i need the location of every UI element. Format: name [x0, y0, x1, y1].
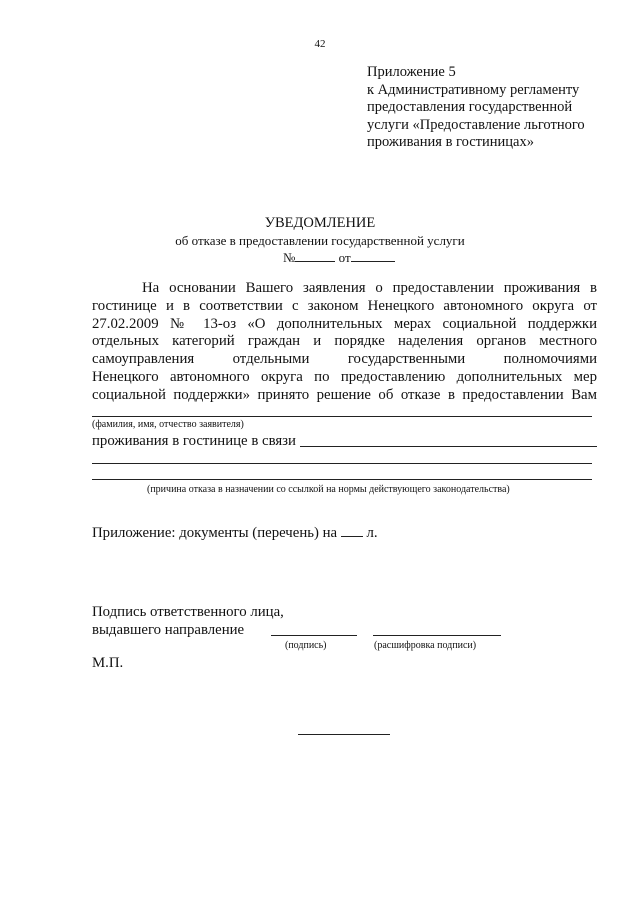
applicant-name-field[interactable] [92, 416, 592, 417]
number-prefix: № [283, 250, 296, 265]
appendix-line: проживания в гостиницах» [367, 134, 534, 151]
body-line: отдельных категорий граждан и порядке наделения органов местного [92, 333, 597, 350]
stay-reason-field-2[interactable] [92, 463, 592, 464]
signature-line-2: выдавшего направление [92, 622, 245, 638]
notice-body [92, 280, 597, 405]
applicant-caption: (фамилия, имя, отчество заявителя) [92, 419, 244, 430]
end-divider [298, 734, 390, 735]
signature-caption: (подпись) [285, 640, 327, 651]
stamp-placeholder: М.П. [92, 655, 124, 671]
date-prefix: от [338, 250, 351, 265]
appendix-line: Приложение 5 [367, 64, 456, 80]
page-number: 42 [314, 38, 326, 50]
body-line: социальной поддержки» принято решение об отказе в предоставлении Вам [92, 386, 597, 403]
appendix-line: предоставления государственной [367, 99, 573, 116]
signature-line-1: Подпись ответственного лица, [92, 604, 284, 620]
signature-field[interactable] [271, 635, 357, 636]
attachments-count-field[interactable] [341, 524, 363, 537]
appendix-block [367, 64, 585, 152]
stay-reason-label: проживания в гостинице в связи [92, 433, 296, 449]
body-line: 27.02.2009 № 13-оз «О дополнительных мерах социальной поддержки [92, 315, 597, 332]
number-field[interactable] [295, 250, 335, 262]
signature-decode-caption: (расшифровка подписи) [374, 640, 477, 651]
refusal-reason-field[interactable] [92, 479, 592, 480]
body-line: На основании Вашего заявления о предоставлении проживания в [142, 280, 597, 296]
attachments-line [92, 524, 378, 542]
attachments-label: Приложение: документы (перечень) на [92, 525, 338, 541]
notice-subtitle: об отказе в предоставлении государственной услуги [175, 233, 465, 248]
stay-reason-field[interactable] [300, 446, 597, 447]
appendix-line: к Административному регламенту [367, 81, 580, 98]
body-line: Ненецкого автономного округа по предоставлению дополнительных мер [92, 368, 597, 385]
body-line: гостинице и в соответствии с законом Ненецкого автономного округа от [92, 297, 597, 314]
refusal-caption: (причина отказа в назначении со ссылкой на нормы действующего законодательства) [147, 484, 510, 495]
attachments-suffix: л. [366, 525, 378, 541]
notice-number-line [283, 250, 395, 266]
notice-title: УВЕДОМЛЕНИЕ [264, 215, 376, 231]
appendix-line: услуги «Предоставление льготного [367, 116, 585, 133]
date-field[interactable] [351, 250, 395, 262]
signature-decode-field[interactable] [373, 635, 501, 636]
body-line: самоуправления отдельными государственными полномочиями [92, 351, 597, 368]
